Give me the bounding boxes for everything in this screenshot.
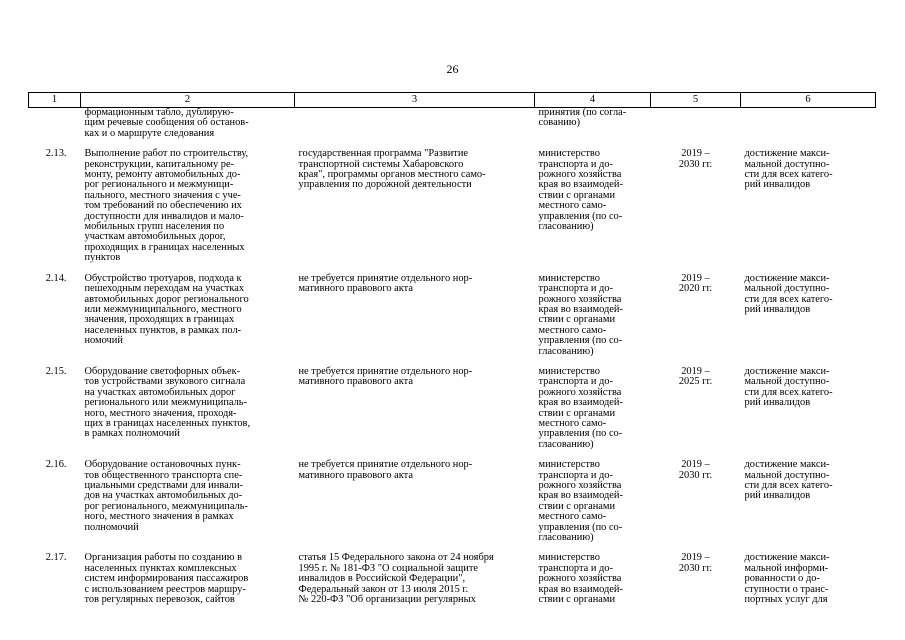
term-cell: 2019 – 2030 гг. xyxy=(678,148,713,170)
executor-cell: принятия (по согла- сованию) xyxy=(538,107,627,129)
result-cell xyxy=(741,108,876,150)
measure-cell: Оборудование светофорных объек- тов устройствами звукового сигнала на участках автомобильных дорог регионального или межмуниципаль- ного, местного значения, проходя- щих в границах населенных пунктов, в рамках полномочий xyxy=(84,365,251,440)
basis-cell: не требуется принятие отдельного нор- мативного правового акта xyxy=(298,272,473,295)
row-number: 2.17. xyxy=(45,552,67,564)
executor-cell: министерство транспорта и до- рожного хозяйства края во взаимодей- ствии с органами xyxy=(538,552,623,606)
measure-cell: Обустройство тротуаров, подхода к пешеходным переходам на участках автомобильных дорог регионального или межмуниципального, местного значения, проходящих в границах населенных пунктов, в рамках пол- номочий xyxy=(84,272,249,347)
result-cell: достижение макси- мальной доступно- сти для всех катего- рий инвалидов xyxy=(744,365,833,409)
column-header: 4 xyxy=(535,93,651,108)
table-row xyxy=(29,274,876,367)
basis-cell: не требуется принятие отдельного нор- мативного правового акта xyxy=(298,365,473,388)
basis-cell xyxy=(295,108,535,150)
table-row xyxy=(29,460,876,553)
row-number: 2.16. xyxy=(45,459,67,471)
column-header: 1 xyxy=(29,93,81,108)
result-cell: достижение макси- мальной доступно- сти для всех катего- рий инвалидов xyxy=(744,272,833,315)
basis-cell: не требуется принятие отдельного нор- мативного правового акта xyxy=(298,459,473,481)
column-number-row xyxy=(29,93,876,108)
term-cell: 2019 – 2020 гг. xyxy=(678,272,713,295)
result-cell: достижение макси- мальной доступно- сти для всех катего- рий инвалидов xyxy=(744,459,833,502)
measures-table xyxy=(28,92,876,615)
result-cell: достижение макси- мальной доступно- сти для всех катего- рий инвалидов xyxy=(744,148,833,191)
executor-cell: министерство транспорта и до- рожного хозяйства края во взаимодей- ствии с органами местного само- управления (по со- гласованию) xyxy=(538,272,623,357)
basis-cell: государственная программа "Развитие транспортной системы Хабаровского края", программы органов местного само- управления по дорожной деятельности xyxy=(298,148,486,191)
measure-cell: Организация работы по созданию в населенных пунктах комплексных систем информирования пассажиров с использованием реестров маршру- тов регулярных перевозок, сайтов xyxy=(84,552,249,606)
measure-cell: Выполнение работ по строительству, реконструкции, капитальному ре- монту, ремонту автомобильных до- рог регионального и межмуници- пального, местного значения с уче- том требований по обеспечению их доступности для инвалидов и мало- мобильных групп населения по участкам автомобильных дорог, проходящих в границах населенных пунктов xyxy=(84,148,249,264)
column-header: 5 xyxy=(651,93,741,108)
term-cell: 2019 – 2030 гг. xyxy=(678,459,713,481)
table-row xyxy=(29,367,876,460)
table-row xyxy=(29,149,876,273)
row-number xyxy=(29,108,81,150)
basis-cell: статья 15 Федерального закона от 24 ноября 1995 г. № 181-ФЗ "О социальной защите инвалидов в Российской Федерации", Федеральный закон от 13 июля 2015 г. № 220-ФЗ "Об организации регулярных xyxy=(298,552,494,606)
row-number: 2.15. xyxy=(45,365,67,377)
executor-cell: министерство транспорта и до- рожного хозяйства края во взаимодей- ствии с органами местного само- управления (по со- гласованию) xyxy=(538,148,623,233)
column-header: 3 xyxy=(295,93,535,108)
executor-cell: министерство транспорта и до- рожного хозяйства края во взаимодей- ствии с органами местного само- управления (по со- гласованию) xyxy=(538,459,623,544)
result-cell: достижение макси- мальной информи- рованности о до- ступности о транс- портных услуг для xyxy=(744,552,830,606)
measure-cell: Оборудование остановочных пунк- тов общественного транспорта спе- циальными средствами для инвали- дов на участках автомобильных до- рог регионального, межмуниципаль- ного, местного значения в рамках полномочий xyxy=(84,459,248,533)
executor-cell: министерство транспорта и до- рожного хозяйства края во взаимодей- ствии с органами местного само- управления (по со- гласованию) xyxy=(538,365,623,450)
table-row xyxy=(29,108,876,150)
table-row xyxy=(29,553,876,615)
term-cell: 2019 – 2025 гг. xyxy=(678,365,713,388)
page-number: 26 xyxy=(446,62,459,76)
term-cell xyxy=(651,108,741,150)
term-cell: 2019 – 2030 гг. xyxy=(678,552,713,574)
column-header: 2 xyxy=(81,93,295,108)
row-number: 2.13. xyxy=(45,148,67,160)
row-number: 2.14. xyxy=(45,272,67,284)
column-header: 6 xyxy=(741,93,876,108)
measure-cell: формационным табло, дублирую- щим речевые сообщения об останов- ках и о маршруте следования xyxy=(84,107,249,139)
